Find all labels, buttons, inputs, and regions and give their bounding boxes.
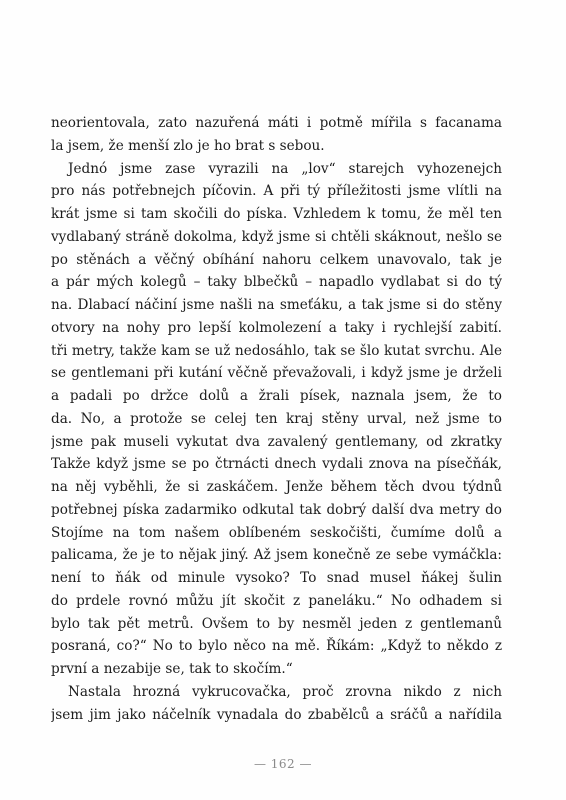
text-line: vydlabaný stráně dokolma, když jsme si chtěli skáknout, nešlo se bbox=[51, 228, 502, 245]
text-line: Nastala hrozná vykrucovačka, proč zrovna nikdo z nich bbox=[68, 683, 502, 700]
text-line: se gentlemani při kutání věčně převažovali, i když jsme je drželi bbox=[51, 365, 502, 382]
text-line: první a nezabije se, tak to skočím.“ bbox=[51, 661, 293, 677]
text-line: a padali po držce dolů a žrali písek, naznala jsem, že to bbox=[51, 388, 502, 404]
text-line: jsme pak museli vykutat dva zavalený gentlemany, od zkratky bbox=[51, 433, 502, 450]
text-line: a pár mých kolegů – taky blbečků – napadlo vydlabat si do tý bbox=[51, 274, 502, 291]
text-line: potřebnej píska zadarmiko odkutal tak dobrý další dva metry do bbox=[51, 501, 502, 518]
text-line: la jsem, že menší zlo je ho brat s sebou. bbox=[51, 137, 325, 154]
text-line: Takže když jsme se po čtrnácti dnech vydali znova na písečňák, bbox=[51, 456, 502, 473]
text-line: otvory na nohy pro lepší kolmolezení a taky i rychlejší zabití. bbox=[51, 319, 502, 336]
text-line: tři metry, takže kam se už nedosáhlo, tak se šlo kutat svrchu. Ale bbox=[51, 342, 502, 359]
text-line: Jednó jsme zase vyrazili na „lov“ starejch vyhozenejch bbox=[68, 160, 502, 177]
text-line: na. Dlabací náčiní jsme našli na smeťáku, a tak jsme si do stěny bbox=[51, 297, 502, 313]
text-line: neorientovala, zato nazuřená máti i potmě mířila s facanama bbox=[51, 115, 502, 131]
text-line: da. No, a protože se celej ten kraj stěny urval, než jsme to bbox=[51, 410, 502, 427]
body-text bbox=[51, 112, 502, 726]
text-line: posraná, co?“ No to bylo něco na mě. Říkám: „Když to někdo z bbox=[51, 638, 502, 655]
text-line: palicama, že je to nějak jiný. Až jsem konečně ze sebe vymáčkla: bbox=[51, 547, 502, 564]
text-line: po stěnách a věčný obíhání nahoru celkem unavovalo, tak je bbox=[51, 251, 502, 268]
page-number: — 162 — bbox=[253, 757, 313, 771]
text-line: pro nás potřebnejch píčovin. A při tý příležitosti jsme vlítli na bbox=[51, 183, 502, 200]
text-line: krát jsme si tam skočili do píska. Vzhledem k tomu, že měl ten bbox=[51, 206, 502, 222]
text-line: do prdele rovnó můžu jít skočit z paneláku.“ No odhadem si bbox=[51, 592, 502, 609]
text-line: Stojíme na tom našem oblíbeném seskočišti, čumíme dolů a bbox=[51, 524, 502, 541]
text-line: jsem jim jako náčelník vynadala do zbabělců a sráčů a nařídila bbox=[51, 706, 502, 723]
text-line: na něj vyběhli, že si zaskáčem. Jenže během těch dvou týdnů bbox=[51, 479, 502, 495]
text-line: není to ňák od minule vysoko? To snad musel ňákej šulin bbox=[51, 570, 502, 586]
text-line: bylo tak pět metrů. Ovšem to by nesměl jeden z gentlemanů bbox=[51, 615, 502, 632]
